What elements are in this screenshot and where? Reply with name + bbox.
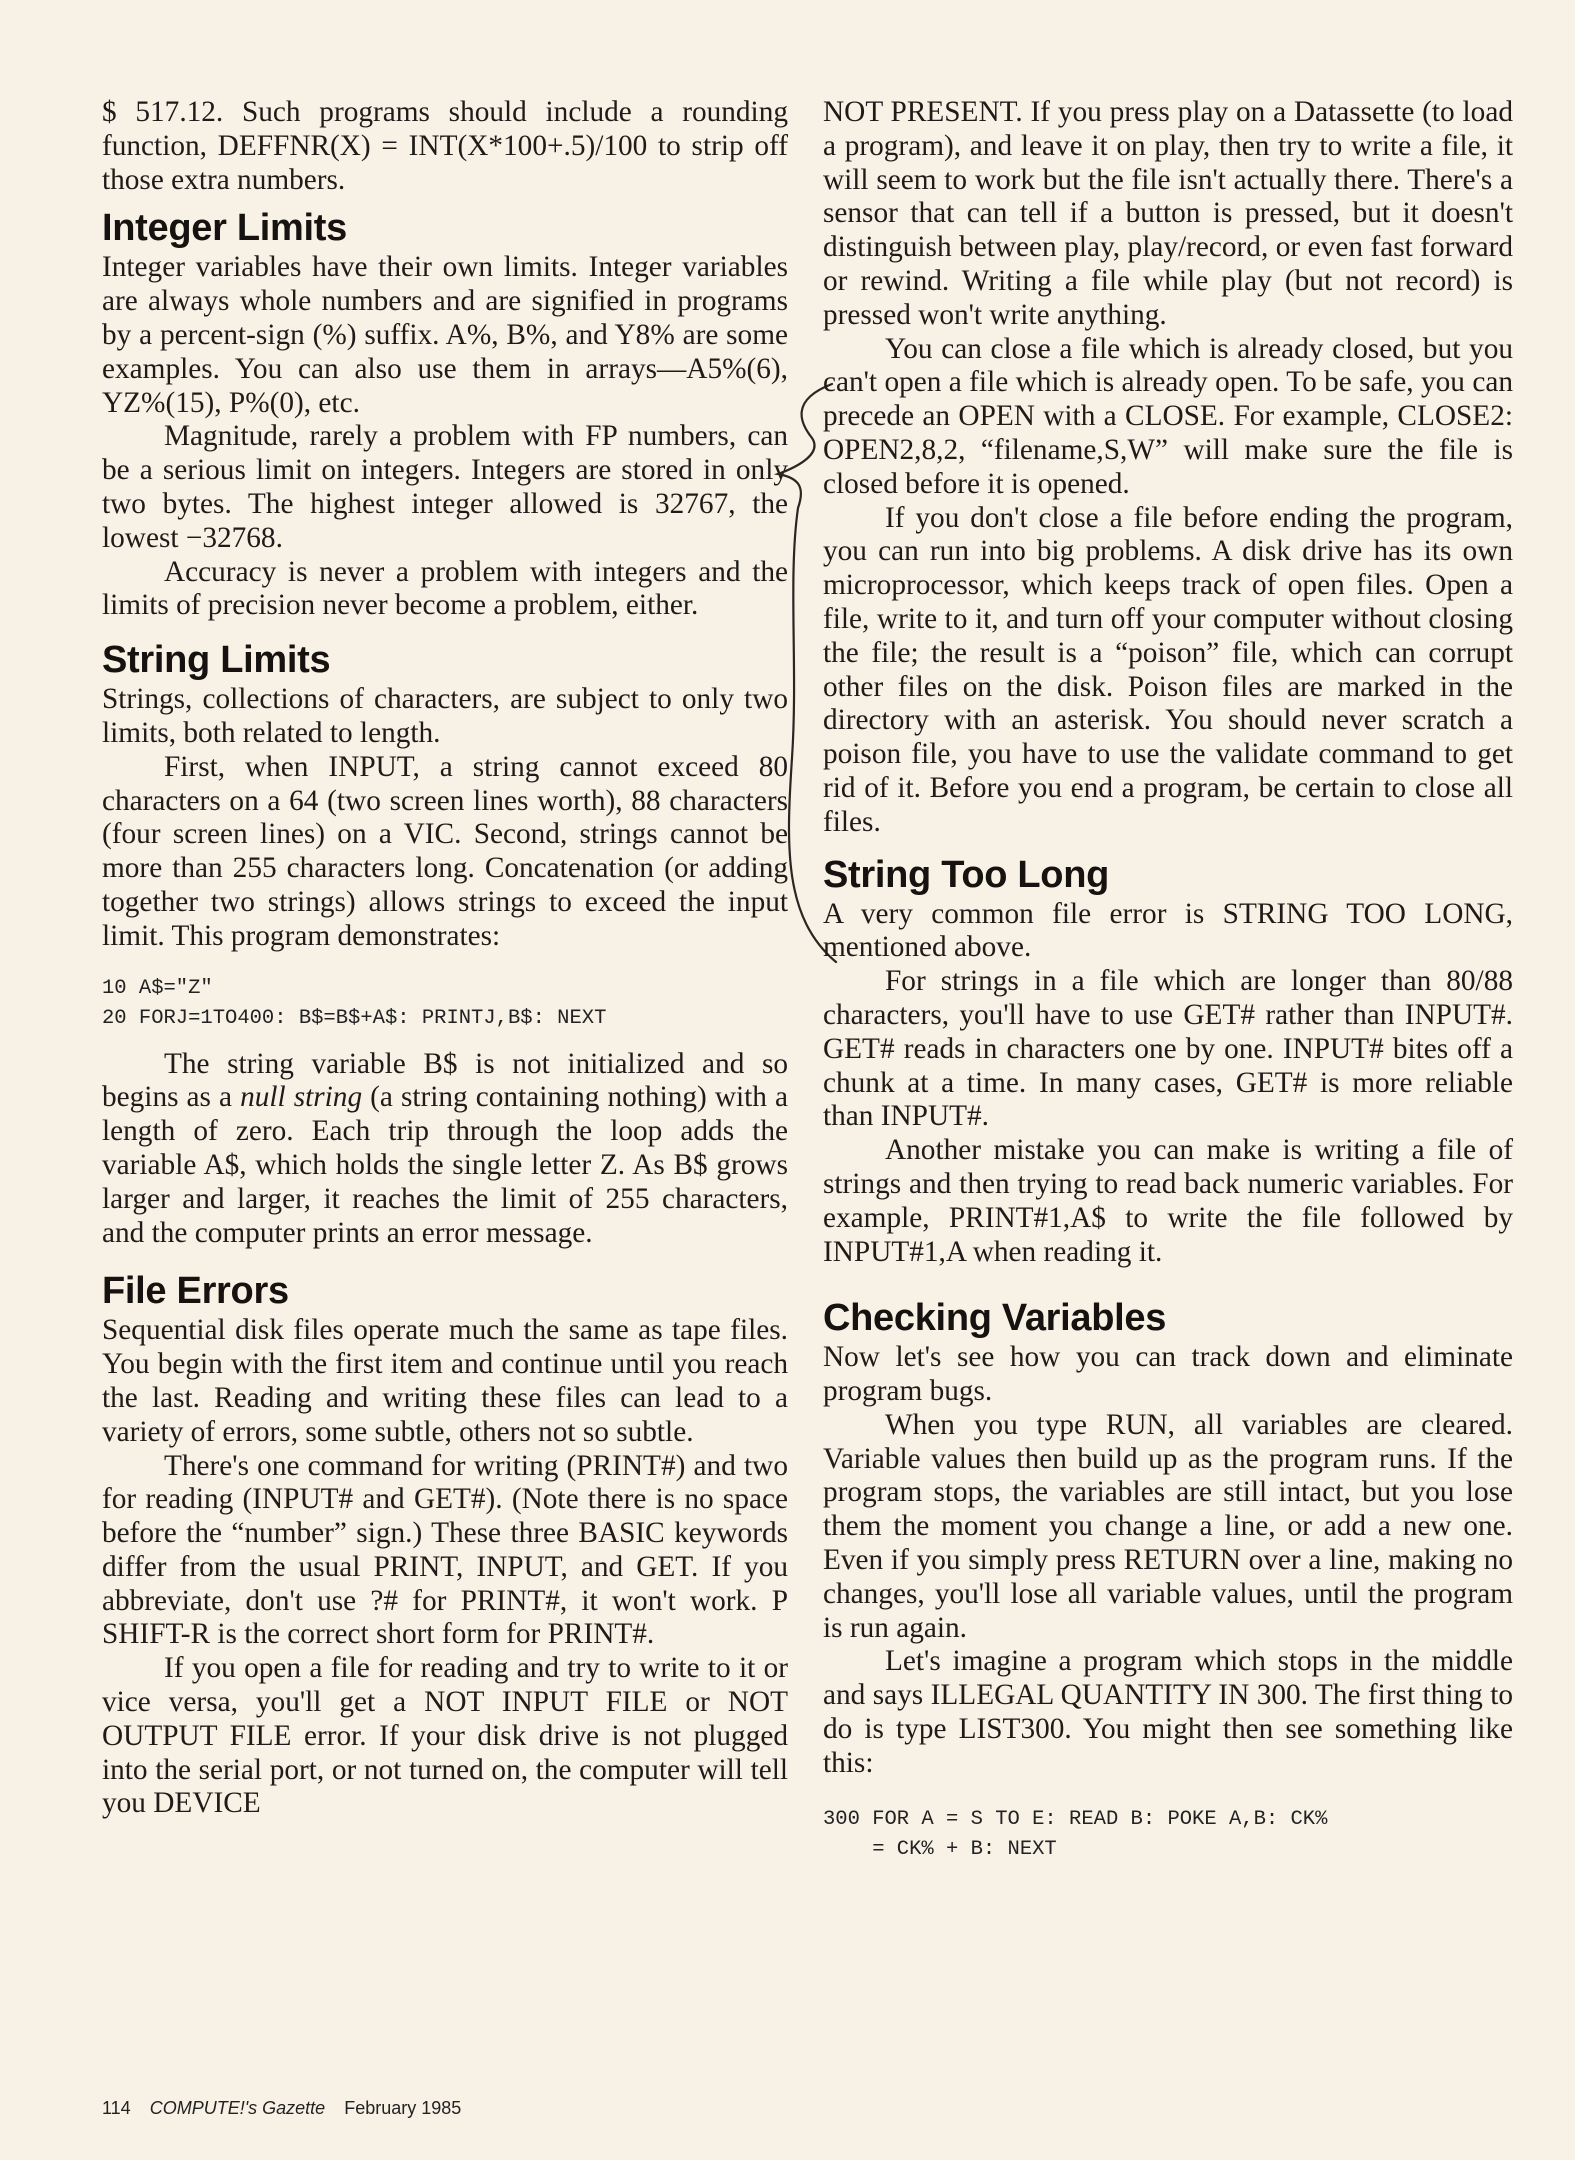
checking-variables-p2: When you type RUN, all variables are cleared. Variable values then build up as the program runs. If the program stops, the variables are still intact, but you lose them the moment you change a line, or add a new one. Even if you simply press RETURN over a line, making no changes, you'll lose all variable values, until the program is run again. bbox=[823, 1408, 1513, 1644]
magazine-title: COMPUTE!'s Gazette bbox=[149, 2098, 326, 2118]
intro-paragraph: $ 517.12. Such programs should include a rounding function, DEFFNR(X) = INT(X*100+.5)/100 to strip off those extra numbers. bbox=[102, 96, 788, 196]
code-line: = CK% + B: NEXT bbox=[823, 1837, 1057, 1861]
string-limits-p1: Strings, collections of characters, are subject to only two limits, both related to length. bbox=[102, 683, 788, 749]
issue-date: February 1985 bbox=[344, 2098, 462, 2118]
emphasis-null-string: null string bbox=[240, 1081, 363, 1114]
page-number: 114 bbox=[102, 2098, 131, 2118]
code-listing bbox=[823, 1805, 1513, 1865]
left-column bbox=[102, 96, 788, 1821]
string-limits-p3: The string variable B$ is not initialized and so begins as a null string (a string containing nothing) with a length of zero. Each trip through the loop adds the variable A$, which holds the single letter Z. As B$ grows larger and larger, it reaches the limit of 255 characters, and the computer prints an error message. bbox=[102, 1047, 788, 1249]
checking-variables-p3: Let's imagine a program which stops in the middle and says ILLEGAL QUANTITY IN 300. The first thing to do is type LIST300. You might then see something like this: bbox=[823, 1645, 1513, 1779]
code-line: 300 FOR A = S TO E: READ B: POKE A,B: CK% bbox=[823, 1807, 1328, 1831]
heading-file-errors: File Errors bbox=[102, 1270, 289, 1313]
string-limits-p2: First, when INPUT, a string cannot exceed 80 characters on a 64 (two screen lines worth), 88 characters (four screen lines) on a VIC. Second, strings cannot be more than 255 characters long. Concatenation (or adding together two strings) allows strings to exceed the input limit. This program demonstrates: bbox=[102, 750, 788, 952]
code-listing bbox=[102, 974, 788, 1034]
heading-integer-limits: Integer Limits bbox=[102, 207, 347, 250]
heading-string-limits: String Limits bbox=[102, 639, 331, 682]
heading-checking-variables: Checking Variables bbox=[823, 1297, 1167, 1340]
poison-file-paragraph: If you don't close a file before ending the program, you can run into big problems. A disk drive has its own microprocessor, which keeps track of open files. Open a file, write to it, and turn off your computer without closing the file; the result is a “poison” file, which can corrupt other files on the disk. Poison files are marked in the directory with an asterisk. You should never scratch a poison file, you have to use the validate command to get rid of it. Before you end a program, be certain to close all files. bbox=[823, 501, 1513, 838]
heading-string-too-long: String Too Long bbox=[823, 853, 1110, 896]
file-errors-p3: If you open a file for reading and try to write to it or vice versa, you'll get a NOT INPUT FILE or NOT OUTPUT FILE error. If your disk drive is not plugged into the serial port, or not turned on, the computer will tell you DEVICE bbox=[102, 1652, 788, 1820]
page-footer bbox=[102, 2098, 461, 2119]
integer-limits-p3: Accuracy is never a problem with integers and the limits of precision never become a problem, either. bbox=[102, 555, 788, 622]
right-column bbox=[823, 96, 1513, 1865]
close-file-paragraph: You can close a file which is already closed, but you can't open a file which is already open. To be safe, you can precede an OPEN with a CLOSE. For example, CLOSE2: OPEN2,8,2, “filename,S,W” will make sure the file is closed before it is opened. bbox=[823, 332, 1513, 500]
file-errors-p1: Sequential disk files operate much the same as tape files. You begin with the first item and continue until you reach the last. Reading and writing these files can lead to a variety of errors, some subtle, others not so subtle. bbox=[102, 1314, 788, 1448]
string-too-long-p2: For strings in a file which are longer than 80/88 characters, you'll have to use GET# rather than INPUT#. GET# reads in characters one by one. INPUT# bites off a chunk at a time. In many cases, GET# is more reliable than INPUT#. bbox=[823, 965, 1513, 1133]
integer-limits-p2: Magnitude, rarely a problem with FP numbers, can be a serious limit on integers. Integers are stored in only two bytes. The highest integer allowed is 32767, the lowest −32768. bbox=[102, 420, 788, 554]
file-errors-p2: There's one command for writing (PRINT#) and two for reading (INPUT# and GET#). (Note there is no space before the “number” sign.) These three BASIC keywords differ from the usual PRINT, INPUT, and GET. If you abbreviate, don't use ?# for PRINT#, it won't work. P SHIFT-R is the correct short form for PRINT#. bbox=[102, 1449, 788, 1651]
integer-limits-p1: Integer variables have their own limits. Integer variables are always whole numbers and are signified in programs by a percent-sign (%) suffix. A%, B%, and Y8% are some examples. You can also use them in arrays—A5%(6), YZ%(15), P%(0), etc. bbox=[102, 251, 788, 419]
checking-variables-p1: Now let's see how you can track down and eliminate program bugs. bbox=[823, 1341, 1513, 1408]
code-line: 20 FORJ=1TO400: B$=B$+A$: PRINTJ,B$: NEXT bbox=[102, 1006, 607, 1030]
string-too-long-p1: A very common file error is STRING TOO LONG, mentioned above. bbox=[823, 897, 1513, 964]
continuation-paragraph: NOT PRESENT. If you press play on a Datassette (to load a program), and leave it on play, then try to write a file, it will seem to work but the file isn't actually there. There's a sensor that can tell if a button is pressed, but it doesn't distinguish between play, play/record, or even fast forward or rewind. Writing a file while play (but not record) is pressed won't write anything. bbox=[823, 96, 1513, 331]
code-line: 10 A$="Z" bbox=[102, 976, 213, 1000]
string-too-long-p3: Another mistake you can make is writing a file of strings and then trying to read back numeric variables. For example, PRINT#1,A$ to write the file followed by INPUT#1,A when reading it. bbox=[823, 1134, 1513, 1268]
